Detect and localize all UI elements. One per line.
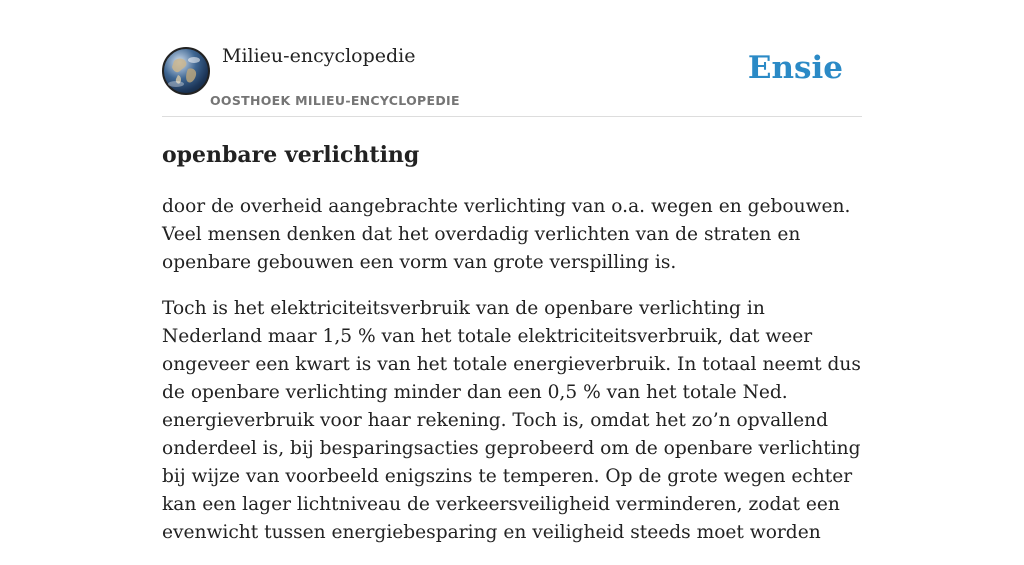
article-term: openbare verlichting bbox=[162, 142, 420, 168]
earth-globe-icon[interactable] bbox=[162, 47, 210, 95]
site-subtitle: OOSTHOEK MILIEU-ENCYCLOPEDIE bbox=[210, 93, 460, 108]
brand-logo[interactable]: Ensie bbox=[747, 50, 843, 86]
article-paragraph: door de overheid aangebrachte verlichting van o.a. wegen en gebouwen. Veel mensen denken dat het overdadig verlichten van de straten en openbare gebouwen een vorm van grote verspilling is. bbox=[162, 196, 851, 273]
site-title[interactable]: Milieu-encyclopedie bbox=[222, 45, 416, 67]
article bbox=[162, 138, 864, 565]
site-header bbox=[162, 0, 862, 117]
article-paragraph: Toch is het elektriciteitsverbruik van de openbare verlichting in Nederland maar 1,5 % van het totale elektriciteitsverbruik, dat weer ongeveer een kwart is van het totale energieverbruik. In totaal neemt dus de openbare verlichting minder dan een 0,5 % van het totale Ned. energieverbruik voor haar rekening. Toch is, omdat het zo’n opvallend onderdeel is, bij besparingsacties geprobeerd om de openbare verlichting bij wijze van voorbeeld enigszins te temperen. Op de grote wegen echter kan een lager lichtniveau de verkeersveiligheid verminderen, zodat een evenwicht tussen energiebesparing en veiligheid steeds moet worden bbox=[162, 298, 861, 543]
